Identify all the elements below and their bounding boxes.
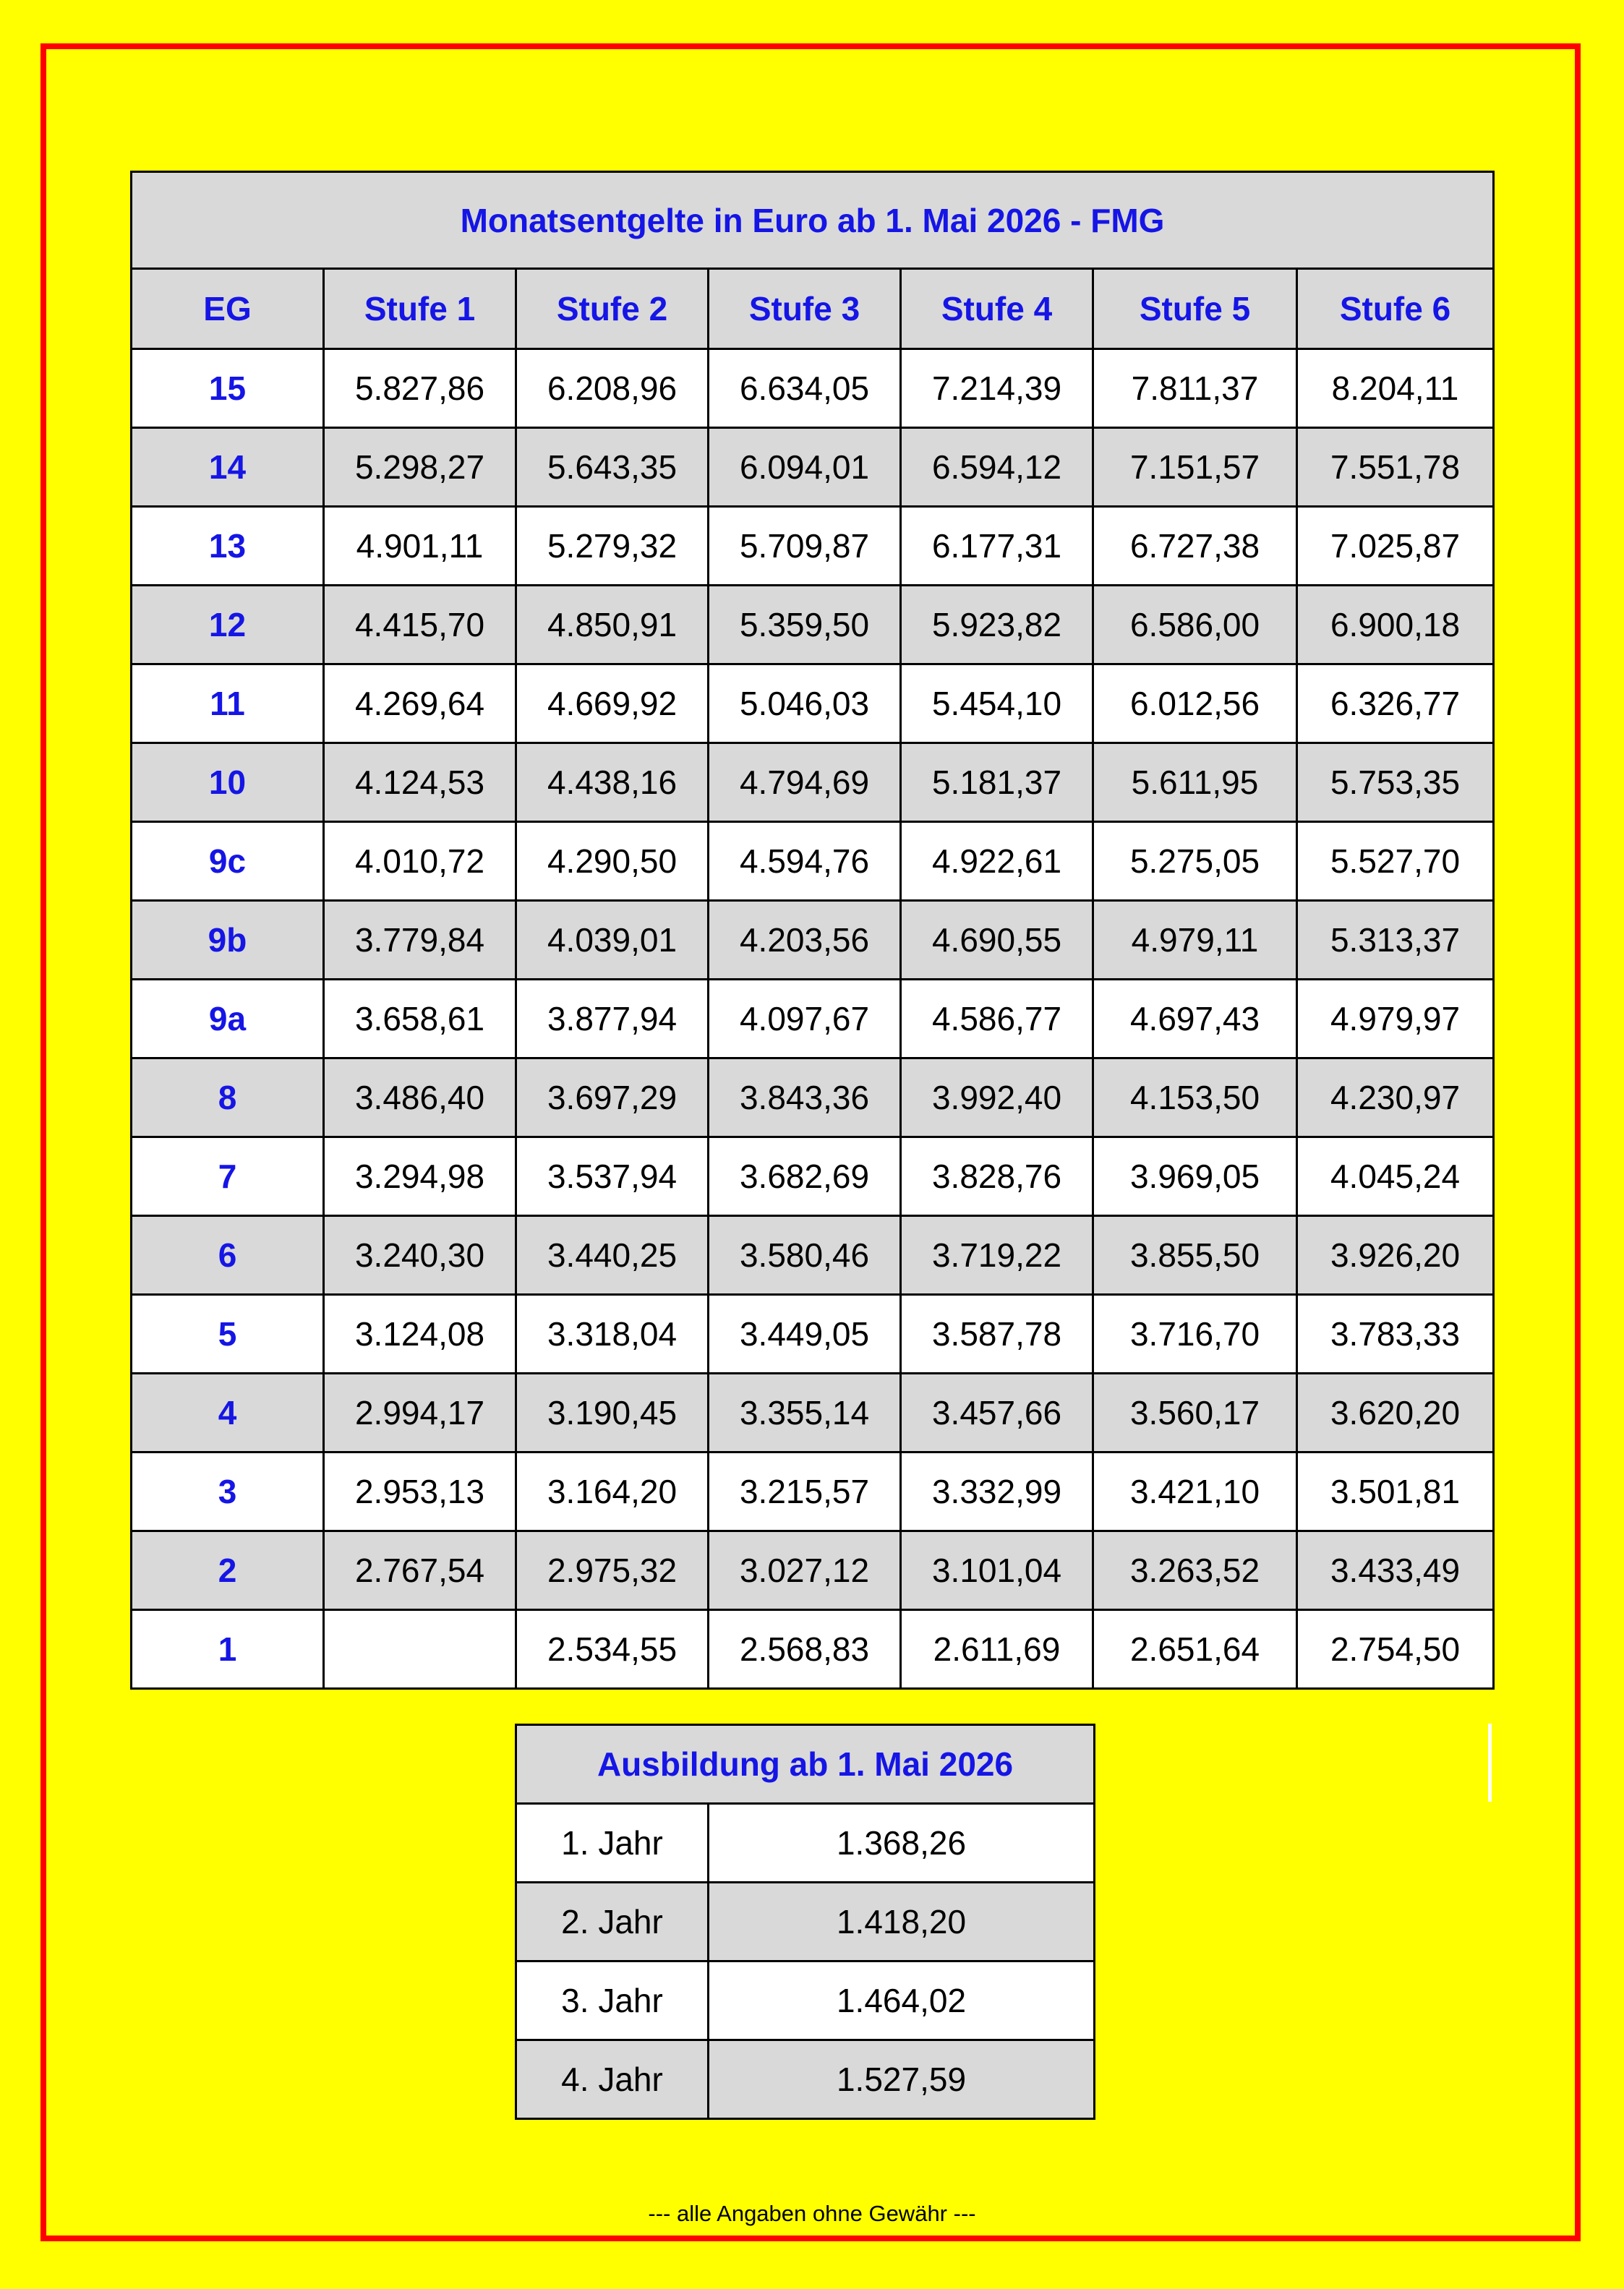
salary-cell-stufe-5: 6.586,00 (1093, 586, 1297, 664)
salary-cell-stufe-1: 3.658,61 (324, 980, 516, 1058)
eg-cell: 12 (132, 586, 324, 664)
salary-cell-stufe-6: 4.045,24 (1297, 1137, 1494, 1216)
eg-cell: 4 (132, 1374, 324, 1452)
eg-cell: 11 (132, 664, 324, 743)
table-row (516, 1883, 1095, 1961)
table-row (132, 743, 1494, 822)
eg-cell: 14 (132, 428, 324, 507)
salary-cell-stufe-2: 3.537,94 (516, 1137, 709, 1216)
salary-cell-stufe-2: 5.643,35 (516, 428, 709, 507)
salary-cell-stufe-2: 3.877,94 (516, 980, 709, 1058)
table-row (132, 507, 1494, 586)
salary-cell-stufe-6: 5.527,70 (1297, 822, 1494, 901)
salary-cell-stufe-2: 2.975,32 (516, 1531, 709, 1610)
salary-cell-stufe-2: 3.318,04 (516, 1295, 709, 1374)
eg-cell: 3 (132, 1452, 324, 1531)
salary-cell-stufe-1: 3.779,84 (324, 901, 516, 980)
salary-cell-stufe-3: 4.794,69 (709, 743, 901, 822)
table-row (132, 1216, 1494, 1295)
table-row (132, 664, 1494, 743)
salary-cell-stufe-6: 4.230,97 (1297, 1058, 1494, 1137)
salary-cell-stufe-2: 3.164,20 (516, 1452, 709, 1531)
salary-cell-stufe-4: 5.923,82 (901, 586, 1093, 664)
salary-cell-stufe-6: 3.433,49 (1297, 1531, 1494, 1610)
salary-cell-stufe-4: 5.454,10 (901, 664, 1093, 743)
eg-cell: 8 (132, 1058, 324, 1137)
salary-cell-stufe-2: 3.190,45 (516, 1374, 709, 1452)
column-header-stufe-1: Stufe 1 (324, 269, 516, 349)
salary-cell-stufe-6: 5.753,35 (1297, 743, 1494, 822)
salary-cell-stufe-5: 3.855,50 (1093, 1216, 1297, 1295)
salary-table-header-row (132, 269, 1494, 349)
salary-cell-stufe-4: 7.214,39 (901, 349, 1093, 428)
salary-cell-stufe-1: 5.827,86 (324, 349, 516, 428)
salary-cell-stufe-3: 3.580,46 (709, 1216, 901, 1295)
eg-cell: 15 (132, 349, 324, 428)
salary-cell-stufe-3: 3.215,57 (709, 1452, 901, 1531)
salary-cell-stufe-1: 3.486,40 (324, 1058, 516, 1137)
salary-cell-stufe-3: 3.682,69 (709, 1137, 901, 1216)
salary-cell-stufe-4: 3.457,66 (901, 1374, 1093, 1452)
eg-cell: 2 (132, 1531, 324, 1610)
salary-cell-stufe-5: 4.979,11 (1093, 901, 1297, 980)
salary-cell-stufe-3: 3.027,12 (709, 1531, 901, 1610)
table-row (132, 428, 1494, 507)
salary-cell-stufe-1: 3.124,08 (324, 1295, 516, 1374)
column-header-stufe-5: Stufe 5 (1093, 269, 1297, 349)
table-row (132, 1531, 1494, 1610)
salary-cell-stufe-3: 5.359,50 (709, 586, 901, 664)
salary-cell-stufe-1: 2.767,54 (324, 1531, 516, 1610)
salary-cell-stufe-1: 2.953,13 (324, 1452, 516, 1531)
disclaimer-footer: --- alle Angaben ohne Gewähr --- (648, 2201, 976, 2226)
salary-cell-stufe-6: 4.979,97 (1297, 980, 1494, 1058)
salary-cell-stufe-3: 6.634,05 (709, 349, 901, 428)
salary-cell-stufe-5: 3.716,70 (1093, 1295, 1297, 1374)
salary-cell-stufe-6: 6.900,18 (1297, 586, 1494, 664)
eg-cell: 9b (132, 901, 324, 980)
column-header-stufe-2: Stufe 2 (516, 269, 709, 349)
salary-cell-stufe-6: 7.551,78 (1297, 428, 1494, 507)
salary-cell-stufe-3: 5.046,03 (709, 664, 901, 743)
eg-cell: 7 (132, 1137, 324, 1216)
eg-cell: 10 (132, 743, 324, 822)
salary-cell-stufe-5: 5.275,05 (1093, 822, 1297, 901)
salary-cell-stufe-4: 3.332,99 (901, 1452, 1093, 1531)
salary-cell-stufe-4: 6.177,31 (901, 507, 1093, 586)
table-row (132, 980, 1494, 1058)
training-amount-cell: 1.418,20 (709, 1883, 1095, 1961)
salary-cell-stufe-4: 3.101,04 (901, 1531, 1093, 1610)
salary-cell-stufe-5: 7.151,57 (1093, 428, 1297, 507)
salary-cell-stufe-1: 4.124,53 (324, 743, 516, 822)
training-amount-cell: 1.527,59 (709, 2040, 1095, 2119)
training-amount-cell: 1.368,26 (709, 1804, 1095, 1883)
table-row (132, 349, 1494, 428)
salary-cell-stufe-1: 4.010,72 (324, 822, 516, 901)
table-row (132, 822, 1494, 901)
salary-cell-stufe-4: 3.587,78 (901, 1295, 1093, 1374)
salary-table (130, 171, 1495, 1690)
training-year-cell: 3. Jahr (516, 1961, 709, 2040)
salary-cell-stufe-1: 2.994,17 (324, 1374, 516, 1452)
salary-cell-stufe-2: 5.279,32 (516, 507, 709, 586)
salary-cell-stufe-4: 3.828,76 (901, 1137, 1093, 1216)
salary-cell-stufe-6: 8.204,11 (1297, 349, 1494, 428)
salary-cell-stufe-4: 2.611,69 (901, 1610, 1093, 1689)
column-header-stufe-3: Stufe 3 (709, 269, 901, 349)
salary-cell-stufe-1: 3.240,30 (324, 1216, 516, 1295)
white-edge-mark (1488, 1724, 1492, 1802)
salary-cell-stufe-2: 2.534,55 (516, 1610, 709, 1689)
salary-cell-stufe-4: 5.181,37 (901, 743, 1093, 822)
salary-cell-stufe-4: 4.586,77 (901, 980, 1093, 1058)
training-table (515, 1724, 1095, 2120)
salary-cell-stufe-2: 4.290,50 (516, 822, 709, 901)
training-year-cell: 4. Jahr (516, 2040, 709, 2119)
salary-cell-stufe-5: 7.811,37 (1093, 349, 1297, 428)
table-row (132, 1295, 1494, 1374)
eg-cell: 6 (132, 1216, 324, 1295)
salary-cell-stufe-4: 4.922,61 (901, 822, 1093, 901)
training-amount-cell: 1.464,02 (709, 1961, 1095, 2040)
salary-cell-stufe-6: 3.501,81 (1297, 1452, 1494, 1531)
training-table-title: Ausbildung ab 1. Mai 2026 (516, 1725, 1095, 1804)
salary-cell-stufe-6: 3.620,20 (1297, 1374, 1494, 1452)
column-header-stufe-6: Stufe 6 (1297, 269, 1494, 349)
salary-cell-stufe-2: 3.440,25 (516, 1216, 709, 1295)
salary-cell-stufe-2: 3.697,29 (516, 1058, 709, 1137)
salary-cell-stufe-3: 6.094,01 (709, 428, 901, 507)
table-row (132, 1137, 1494, 1216)
salary-cell-stufe-2: 6.208,96 (516, 349, 709, 428)
salary-cell-stufe-1: 5.298,27 (324, 428, 516, 507)
salary-cell-stufe-6: 7.025,87 (1297, 507, 1494, 586)
salary-cell-stufe-5: 3.263,52 (1093, 1531, 1297, 1610)
salary-cell-stufe-2: 4.039,01 (516, 901, 709, 980)
column-header-eg: EG (132, 269, 324, 349)
salary-cell-stufe-1: 4.269,64 (324, 664, 516, 743)
table-row (132, 1058, 1494, 1137)
salary-table-title: Monatsentgelte in Euro ab 1. Mai 2026 - FMG (132, 172, 1494, 269)
salary-cell-stufe-6: 5.313,37 (1297, 901, 1494, 980)
training-year-cell: 1. Jahr (516, 1804, 709, 1883)
salary-cell-stufe-3: 2.568,83 (709, 1610, 901, 1689)
salary-cell-stufe-3: 4.594,76 (709, 822, 901, 901)
salary-cell-stufe-6: 6.326,77 (1297, 664, 1494, 743)
salary-cell-stufe-1 (324, 1610, 516, 1689)
salary-cell-stufe-1: 4.901,11 (324, 507, 516, 586)
salary-cell-stufe-5: 6.012,56 (1093, 664, 1297, 743)
salary-cell-stufe-5: 5.611,95 (1093, 743, 1297, 822)
eg-cell: 9a (132, 980, 324, 1058)
salary-cell-stufe-5: 6.727,38 (1093, 507, 1297, 586)
eg-cell: 9c (132, 822, 324, 901)
salary-cell-stufe-5: 4.697,43 (1093, 980, 1297, 1058)
salary-cell-stufe-3: 4.097,67 (709, 980, 901, 1058)
salary-cell-stufe-3: 3.843,36 (709, 1058, 901, 1137)
salary-cell-stufe-3: 4.203,56 (709, 901, 901, 980)
table-row (132, 901, 1494, 980)
salary-cell-stufe-5: 3.560,17 (1093, 1374, 1297, 1452)
salary-cell-stufe-4: 4.690,55 (901, 901, 1093, 980)
table-row (132, 1374, 1494, 1452)
salary-cell-stufe-1: 3.294,98 (324, 1137, 516, 1216)
column-header-stufe-4: Stufe 4 (901, 269, 1093, 349)
eg-cell: 5 (132, 1295, 324, 1374)
table-row (132, 586, 1494, 664)
training-year-cell: 2. Jahr (516, 1883, 709, 1961)
table-row (132, 1610, 1494, 1689)
salary-cell-stufe-3: 5.709,87 (709, 507, 901, 586)
salary-cell-stufe-5: 3.969,05 (1093, 1137, 1297, 1216)
salary-cell-stufe-5: 2.651,64 (1093, 1610, 1297, 1689)
eg-cell: 13 (132, 507, 324, 586)
salary-cell-stufe-2: 4.438,16 (516, 743, 709, 822)
salary-cell-stufe-1: 4.415,70 (324, 586, 516, 664)
table-row (132, 1452, 1494, 1531)
table-row (516, 2040, 1095, 2119)
table-row (516, 1961, 1095, 2040)
salary-cell-stufe-5: 4.153,50 (1093, 1058, 1297, 1137)
salary-cell-stufe-4: 3.719,22 (901, 1216, 1093, 1295)
salary-cell-stufe-3: 3.449,05 (709, 1295, 901, 1374)
salary-cell-stufe-4: 3.992,40 (901, 1058, 1093, 1137)
salary-cell-stufe-6: 3.926,20 (1297, 1216, 1494, 1295)
salary-cell-stufe-6: 2.754,50 (1297, 1610, 1494, 1689)
salary-cell-stufe-3: 3.355,14 (709, 1374, 901, 1452)
salary-cell-stufe-6: 3.783,33 (1297, 1295, 1494, 1374)
salary-cell-stufe-2: 4.669,92 (516, 664, 709, 743)
salary-cell-stufe-5: 3.421,10 (1093, 1452, 1297, 1531)
salary-cell-stufe-2: 4.850,91 (516, 586, 709, 664)
table-row (516, 1804, 1095, 1883)
eg-cell: 1 (132, 1610, 324, 1689)
salary-cell-stufe-4: 6.594,12 (901, 428, 1093, 507)
